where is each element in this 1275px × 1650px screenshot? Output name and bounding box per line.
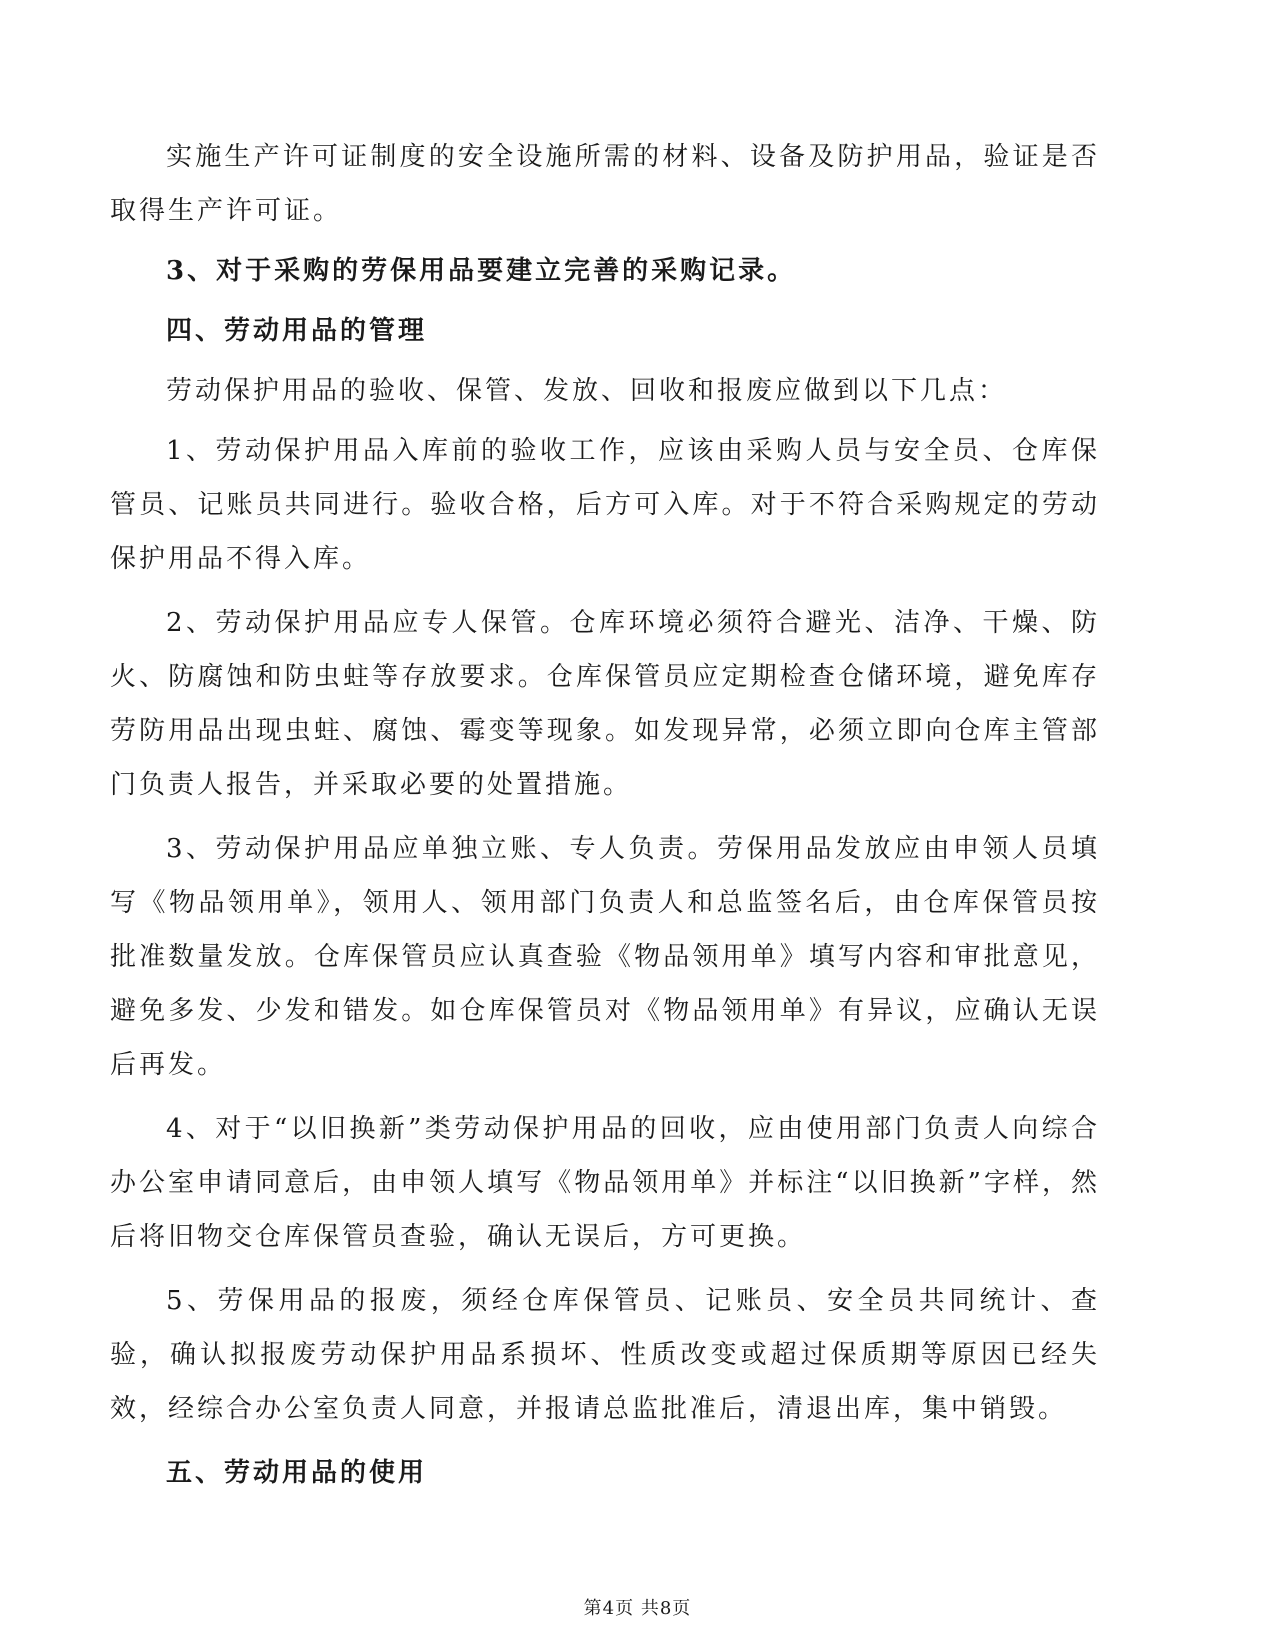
section-heading-4: 四、劳动用品的管理: [166, 316, 428, 346]
section-heading-5: 五、劳动用品的使用: [166, 1458, 428, 1488]
paragraph-5: 1、劳动保护用品入库前的验收工作，应该由采购人员与安全员、仓库保管员、记账员共同进行。验收合格，后方可入库。对于不符合采购规定的劳动保护用品不得入库。: [110, 436, 1100, 574]
paragraph-6: 2、劳动保护用品应专人保管。仓库环境必须符合避光、洁净、干燥、防火、防腐蚀和防虫蛀等存放要求。仓库保管员应定期检查仓储环境，避免库存劳防用品出现虫蛀、腐蚀、霉变等现象。如发现异常，必须立即向仓库主管部门负责人报告，并采取必要的处置措施。: [110, 608, 1100, 800]
paragraph-1: 实施生产许可证制度的安全设施所需的材料、设备及防护用品，验证是否取得生产许可证。: [110, 142, 1100, 226]
paragraph-4: 劳动保护用品的验收、保管、发放、回收和报废应做到以下几点：: [166, 376, 1008, 406]
paragraph-2: 3、对于采购的劳保用品要建立完善的采购记录。: [166, 256, 797, 286]
document-body: [110, 130, 1100, 1506]
paragraph-9: 5、劳保用品的报废，须经仓库保管员、记账员、安全员共同统计、查验，确认拟报废劳动保护用品系损坏、性质改变或超过保质期等原因已经失效，经综合办公室负责人同意，并报请总监批准后，清退出库，集中销毁。: [110, 1286, 1100, 1424]
paragraph-8: 4、对于“以旧换新”类劳动保护用品的回收，应由使用部门负责人向综合办公室申请同意后，由申领人填写《物品领用单》并标注“以旧换新”字样，然后将旧物交仓库保管员查验，确认无误后，方可更换。: [110, 1114, 1100, 1252]
page-footer: 第4页 共8页: [583, 1598, 692, 1619]
paragraph-7: 3、劳动保护用品应单独立账、专人负责。劳保用品发放应由申领人员填写《物品领用单》，领用人、领用部门负责人和总监签名后，由仓库保管员按批准数量发放。仓库保管员应认真查验《物品领用单》填写内容和审批意见，避免多发、少发和错发。如仓库保管员对《物品领用单》有异议，应确认无误后再发。: [110, 834, 1100, 1080]
